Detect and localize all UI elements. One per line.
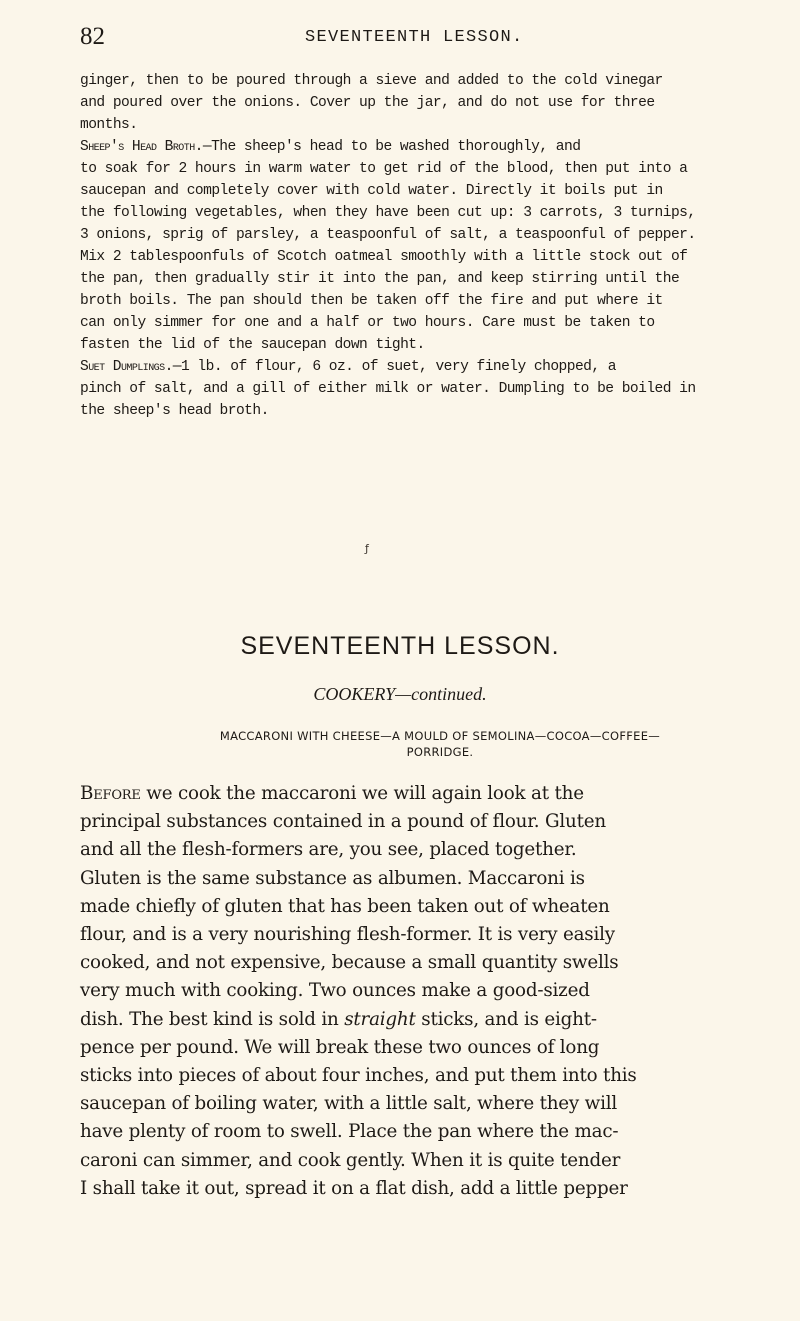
- text-line: pence per pound. We will break these two ounces of long: [80, 1036, 600, 1058]
- text-line: broth boils. The pan should then be taken off the fire and put where it: [80, 293, 663, 309]
- text-line: fasten the lid of the saucepan down tight.: [80, 337, 425, 353]
- suet-dumplings-recipe: [80, 356, 800, 422]
- text-line: months.: [80, 117, 138, 133]
- text-line: [80, 1006, 800, 1034]
- stray-print-mark: ƒ: [365, 542, 369, 555]
- text-line: saucepan of boiling water, with a little salt, where they will: [80, 1093, 618, 1115]
- lesson-subtitle: COOKERY—continued.: [313, 684, 487, 704]
- opening-word: Before: [80, 783, 141, 804]
- text-line: can only simmer for one and a half or two hours. Care must be taken to: [80, 315, 655, 331]
- text-line: sticks into pieces of about four inches, and put them into this: [80, 1065, 637, 1087]
- text-line: and all the flesh-formers are, you see, placed together.: [80, 839, 577, 861]
- running-head: [0, 22, 800, 52]
- text-line: and poured over the onions. Cover up the jar, and do not use for three: [80, 95, 655, 111]
- text-line: to soak for 2 hours in warm water to get rid of the blood, then put into a: [80, 161, 688, 177]
- recipe-heading: Sheep's Head Broth.: [80, 139, 203, 155]
- text-line: [80, 136, 800, 158]
- sheeps-head-broth-recipe: [80, 136, 800, 356]
- text-line: made chiefly of gluten that has been taken out of wheaten: [80, 895, 610, 917]
- text-line: [80, 780, 800, 808]
- text-run: —1 lb. of flour, 6 oz. of suet, very finely chopped, a: [172, 359, 617, 375]
- text-line: the sheep's head broth.: [80, 403, 269, 419]
- lesson-contents: [80, 728, 800, 760]
- lesson-body: [80, 780, 800, 1203]
- text-run: dish. The best kind is sold in: [80, 1008, 345, 1030]
- ginger-paragraph: [80, 70, 800, 136]
- text-line: have plenty of room to swell. Place the pan where the mac-: [80, 1121, 619, 1143]
- text-line: cooked, and not expensive, because a small quantity swells: [80, 952, 619, 974]
- previous-lesson-recipes: [80, 70, 800, 422]
- text-line: [80, 356, 800, 378]
- lesson-title: SEVENTEENTH LESSON.: [240, 632, 560, 660]
- text-line: saucepan and completely cover with cold water. Directly it boils put in: [80, 183, 663, 199]
- text-run: we cook the maccaroni we will again look at the: [140, 783, 584, 804]
- text-run: —The sheep's head to be washed thoroughly, and: [202, 139, 581, 155]
- text-line: Mix 2 tablespoonfuls of Scotch oatmeal smoothly with a little stock out of: [80, 249, 688, 265]
- recipe-heading: Suet Dumplings.: [80, 359, 173, 375]
- text-line: Gluten is the same substance as albumen. Maccaroni is: [80, 867, 585, 889]
- text-line: I shall take it out, spread it on a flat dish, add a little pepper: [80, 1177, 628, 1199]
- page-number: 82: [80, 23, 105, 50]
- running-title: SEVENTEENTH LESSON.: [305, 28, 524, 47]
- italic-word: straight: [344, 1008, 416, 1030]
- text-line: pinch of salt, and a gill of either milk or water. Dumpling to be boiled in: [80, 381, 696, 397]
- text-line: principal substances contained in a pound of flour. Gluten: [80, 811, 606, 833]
- text-line: the pan, then gradually stir it into the pan, and keep stirring until the: [80, 271, 680, 287]
- text-line: ginger, then to be poured through a sieve and added to the cold vinegar: [80, 73, 663, 89]
- text-line: the following vegetables, when they have been cut up: 3 carrots, 3 turnips,: [80, 205, 696, 221]
- text-line: 3 onions, sprig of parsley, a teaspoonful of salt, a teaspoonful of pepper.: [80, 227, 696, 243]
- text-line: caroni can simmer, and cook gently. When it is quite tender: [80, 1149, 621, 1171]
- text-run: sticks, and is eight-: [415, 1008, 597, 1030]
- contents-line: MACCARONI WITH CHEESE—A MOULD OF SEMOLINA—COCOA—COFFEE—: [219, 729, 661, 743]
- contents-line: PORRIDGE.: [406, 745, 474, 759]
- text-line: very much with cooking. Two ounces make a good-sized: [80, 980, 590, 1002]
- text-line: flour, and is a very nourishing flesh-former. It is very easily: [80, 924, 615, 946]
